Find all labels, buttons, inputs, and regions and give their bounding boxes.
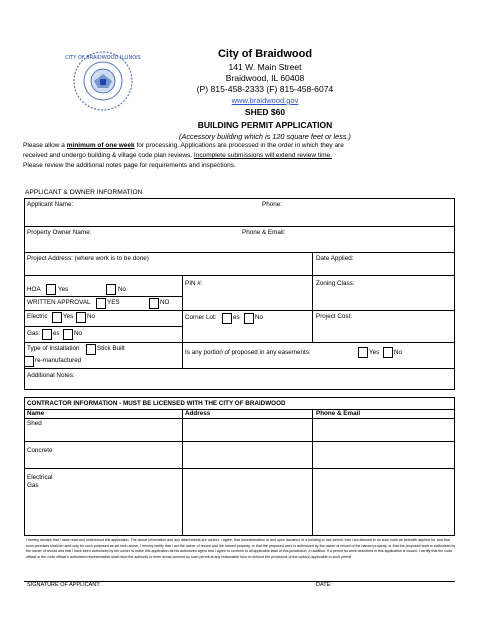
hoa-yes-checkbox[interactable]: [46, 284, 56, 295]
owner-name-field[interactable]: Property Owner Name:: [27, 229, 92, 236]
contractor-section-title: CONTRACTOR INFORMATION - MUST BE LICENSED WITH THE CITY OF BRAIDWOOD: [27, 400, 286, 407]
pin-field[interactable]: PIN #:: [185, 280, 203, 287]
written-approval-no-label: NO: [160, 299, 170, 306]
instructions-line-2: received and undergo building & village code plan reviews. Incomplete submissions will extend review time.: [23, 152, 332, 159]
address-line-1: 141 W. Main Street: [228, 62, 302, 72]
pre-manufactured-label: re-manufactured: [35, 357, 82, 364]
hoa-no-label: No: [118, 286, 127, 293]
hoa-label: HOA: [27, 286, 41, 293]
permit-fee: SHED $60: [244, 107, 286, 117]
instructions-line-3: Please review the additional notes page for requirements and inspections.: [23, 162, 236, 169]
date-applied-field[interactable]: Date Applied:: [316, 255, 354, 262]
easements-yes-checkbox[interactable]: [358, 347, 368, 358]
form-subtitle-note: (Accessory building which is 120 square feet or less.): [179, 132, 351, 141]
address-line-2: Braidwood, IL 60408: [225, 73, 305, 83]
stick-built-label: Stick Built: [97, 345, 125, 352]
contractor-col-address: Address: [185, 410, 211, 417]
easements-yes-label: Yes: [369, 349, 380, 356]
owner-phone-email-field[interactable]: Phone & Email:: [242, 229, 286, 236]
corner-lot-yes-label: es: [233, 314, 240, 321]
electric-label: Electric: [27, 313, 48, 320]
instructions-line-1: Please allow a minimum of one week for processing. Applications are processed in the order in which they are: [23, 142, 344, 149]
electric-no-checkbox[interactable]: [76, 312, 86, 323]
city-name: City of Braidwood: [217, 48, 313, 60]
electric-no-label: No: [87, 313, 96, 320]
city-seal-logo: [65, 50, 141, 112]
written-approval-label: WRITTEN APPROVAL: [27, 299, 91, 306]
corner-lot-no-checkbox[interactable]: [244, 313, 254, 324]
project-cost-field[interactable]: Project Cost:: [316, 313, 353, 320]
gas-no-checkbox[interactable]: [63, 329, 73, 340]
written-approval-yes-label: YES: [107, 299, 120, 306]
corner-lot-no-label: No: [255, 314, 264, 321]
easements-no-label: No: [394, 349, 403, 356]
zoning-class-field[interactable]: Zoning Class:: [316, 280, 355, 287]
contractor-col-phone: Phone & Email: [316, 410, 361, 417]
contractor-row-gas[interactable]: Gas: [27, 482, 39, 489]
gas-yes-checkbox[interactable]: [42, 329, 52, 340]
project-address-field[interactable]: Project Address: (where work is to be done): [27, 255, 149, 262]
website-link[interactable]: www.braidwood.gov: [231, 96, 299, 105]
form-title: BUILDING PERMIT APPLICATION: [197, 120, 333, 130]
phone-fax: (P) 815-458-2333 (F) 815-458-6074: [196, 84, 334, 94]
contractor-row-electrical[interactable]: Electrical: [27, 474, 53, 481]
gas-no-label: No: [74, 330, 83, 337]
additional-notes-field[interactable]: Additional Notes:: [27, 372, 75, 379]
applicant-name-field[interactable]: Applicant Name:: [27, 201, 74, 208]
pre-manufactured-checkbox[interactable]: [24, 356, 34, 367]
gas-yes-label: es: [53, 330, 60, 337]
written-approval-no-checkbox[interactable]: [149, 298, 159, 309]
electric-yes-label: Yes: [63, 313, 74, 320]
declaration-text: I hereby declare that I have read and understood this application. The above information and any attachments are correct. I agree, that inconsideration of and upon issuance of a building or use permit, that I am allowed to do such work as herewith applied for, and that such premises shall be used only for such purposed as set forth above. I hereby certify that I am the owner of record and the named property, or that the proposed work is authorized by the owner of record of the named property, or that the proposed work is authorized by the owner of record and that I have been authorized by the owner to make this application as his authorized agent and I agree to conform to all applicable laws of this jurisdiction. In addition, if a permit for work described in this application is issued, I certify that the code official or the code official's authorized representative shall have the authority to enter areas covered by such permit at any reasonable hour to enforce the provisions of the code(s) applicable to such permit.: [26, 538, 456, 559]
hoa-no-checkbox[interactable]: [106, 284, 116, 295]
applicant-section-title: APPLICANT & OWNER INFORMATION: [25, 189, 143, 196]
contractor-col-name: Name: [27, 410, 45, 417]
signature-field[interactable]: SIGNATURE OF APPLICANT:: [27, 582, 101, 588]
gas-label: Gas:: [27, 330, 41, 337]
hoa-yes-label: Yes: [58, 286, 69, 293]
easements-no-checkbox[interactable]: [383, 347, 393, 358]
written-approval-yes-checkbox[interactable]: [96, 298, 106, 309]
contractor-row-concrete[interactable]: Concrete: [27, 447, 53, 454]
signature-date-field[interactable]: DATE:: [316, 582, 332, 588]
corner-lot-label: Corner Lot:: [185, 314, 217, 321]
stick-built-checkbox[interactable]: [86, 344, 96, 355]
installation-type-label: Type of Installation: [27, 345, 80, 352]
seal-lettering: CITY OF BRAIDWOOD ILLINOIS: [65, 55, 141, 61]
contractor-row-shed[interactable]: Shed: [27, 420, 42, 427]
corner-lot-yes-checkbox[interactable]: [222, 313, 232, 324]
electric-yes-checkbox[interactable]: [52, 312, 62, 323]
applicant-phone-field[interactable]: Phone:: [262, 201, 282, 208]
easements-label: Is any portion of proposed in any easements:: [185, 349, 311, 356]
